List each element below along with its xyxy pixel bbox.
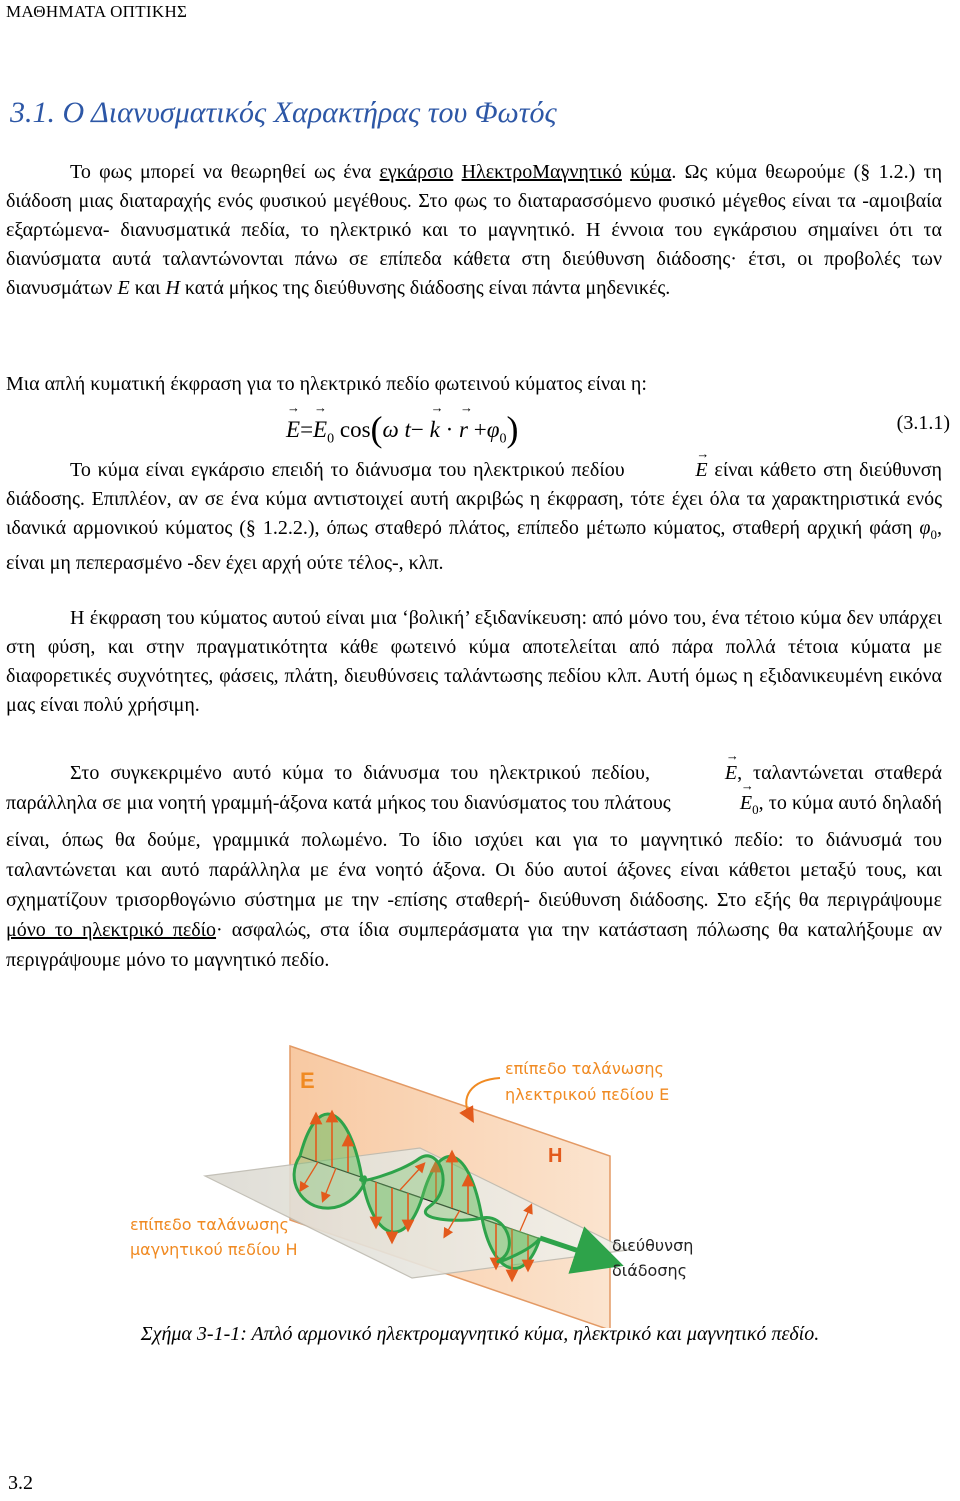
- paragraph-3: Το κύμα είναι εγκάρσιο επειδή το διάνυσμα του ηλεκτρικού πεδίου → E είναι κάθετο στη διεύθυνση διάδοσης. Επιπλέον, αν σε ένα κύμα αντιστοιχεί αυτή ακριβώς η έκφραση, τότε έχει όλα τα χαρακτηριστικά ενός ιδανικά αρμονικού κύματος (§ 1.2.2.), όπως σταθερό πλάτος, επίπεδο μέτωπο κύματος, σταθερή αρχική φάση $\varphi_0$, είναι μη πεπερασμένο -δεν έχει αρχή ούτε τέλος-, κλπ.: [6, 456, 942, 578]
- propagation-label-2: διάδοσης: [612, 1261, 687, 1280]
- em-wave-figure: [0, 1038, 960, 1328]
- symbol-phi: φ: [919, 517, 931, 539]
- page-number: 3.2: [8, 1472, 33, 1494]
- electric-plane-label-1: επίπεδο ταλάνωσης: [505, 1059, 664, 1078]
- paragraph-5: Στο συγκεκριμένο αυτό κύμα το διάνυσμα του ηλεκτρικού πεδίου, → E, ταλαντώνεται σταθερά παράλληλα σε μια νοητή γραμμή-άξονα κατά μήκος του διανύσματος του $\pi\lambda ά\tau o\upsilon\varsigma \to E_0$, το κύμα αυτό δηλαδή είναι, όπως θα δούμε, γραμμικά πολωμένο. Το ίδιο ισχύει και για το μαγνητικό πεδίο: το διάνυσμά του ταλαντώνεται και αυτό παράλληλα με ένα νοητό άξονα. Οι δύο αυτοί άξονες είναι κάθετοι μεταξύ τους, και σχηματίζουν τρισορθογώνιο σύστημα με την -επίσης σταθερή- διεύθυνση διάδοσης. Στο εξής θα περιγράψουμε μόνο το ηλεκτρικό πεδίο· ασφαλώς, στα ίδια συμπεράσματα για την κατάσταση πόλωσης θα καταλήξουμε αν περιγράψουμε μόνο το μαγνητικό πεδίο.: [6, 758, 942, 975]
- paragraph-2: Μια απλή κυματική έκφραση για το ηλεκτρικό πεδίο φωτεινού κύματος είναι η:: [6, 373, 647, 395]
- paragraph-1: Το φως μπορεί να θεωρηθεί ως ένα εγκάρσιο ΗλεκτροΜαγνητικό κύμα. Ως κύμα θεωρούμε (§ 1.2.) τη διάδοση μιας διαταραχής ενός φυσικού μεγέθους. Στο φως το διαταρασσόμενο φυσικό μέγεθος είναι τα -αμοιβαία εξαρτώμενα- διανυσματικά πεδία, το ηλεκτρικό και το μαγνητικό. Η έννοια του εγκάρσιου σημαίνει ότι τα διανύσματα αυτά ταλαντώνονται πάνω σε επίπεδα κάθετα στη διεύθυνση διάδοσης· έτσι, οι προβολές των διανυσμάτων E και H κατά μήκος της διεύθυνσης διάδοσης είναι πάντα μηδενικές.: [6, 161, 943, 299]
- symbol-e0-vector: → E: [676, 788, 752, 818]
- electric-plane-label-2: ηλεκτρικού πεδίου Ε: [505, 1085, 670, 1104]
- propagation-label-1: διεύθυνση: [612, 1236, 694, 1255]
- paragraph-4: Η έκφραση του κύματος αυτού είναι μια ‘βολική’ εξιδανίκευση: από μόνο του, ένα τέτοιο κύμα δεν υπάρχει στη φύση, και στην πραγματικότητα κάθε φωτεινό κύμα αποτελείται από πάρα πολλά τέτοια κύματα με διαφορετικές συχνότητες, φάσεις, πλάτη, διευθύνσεις ταλάντωσης πεδίου κλπ. Αυτή όμως η εξιδανικευμένη εικόνα μας είναι πολύ χρήσιμη.: [6, 607, 942, 716]
- underlined-phrase: μόνο το ηλεκτρικό πεδίο: [6, 919, 217, 941]
- underlined-term: ΗλεκτροΜαγνητικό: [461, 161, 622, 183]
- equation-number: (3.1.1): [896, 412, 950, 434]
- symbol-e-vector: → E: [661, 758, 737, 788]
- underlined-term: εγκάρσιο: [379, 161, 454, 183]
- section-title: 3.1. Ο Διανυσματικός Χαρακτήρας του Φωτός: [10, 96, 557, 129]
- running-header: ΜΑΘΗΜΑΤΑ ΟΠΤΙΚΗΣ: [6, 2, 188, 21]
- symbol-e: E: [117, 277, 130, 299]
- underlined-term: κύμα: [630, 161, 672, 183]
- symbol-h: H: [165, 277, 180, 299]
- em-wave-diagram: [0, 1038, 960, 1328]
- e-field-label: E: [300, 1068, 315, 1093]
- magnetic-plane-label-2: μαγνητικού πεδίου Η: [130, 1240, 298, 1259]
- symbol-e-vector: → E: [631, 456, 707, 485]
- figure-caption: Σχήμα 3-1-1: Απλό αρμονικό ηλεκτρομαγνητικό κύμα, ηλεκτρικό και μαγνητικό πεδίο.: [140, 1323, 820, 1345]
- equation-3-1-1: [0, 406, 960, 449]
- equation-body: → $E=\to E_0$ cos(ω t− → k · → $r +\varphi_0$): [286, 408, 518, 450]
- magnetic-plane-label-1: επίπεδο ταλάνωσης: [130, 1215, 289, 1234]
- h-field-label: H: [548, 1145, 563, 1167]
